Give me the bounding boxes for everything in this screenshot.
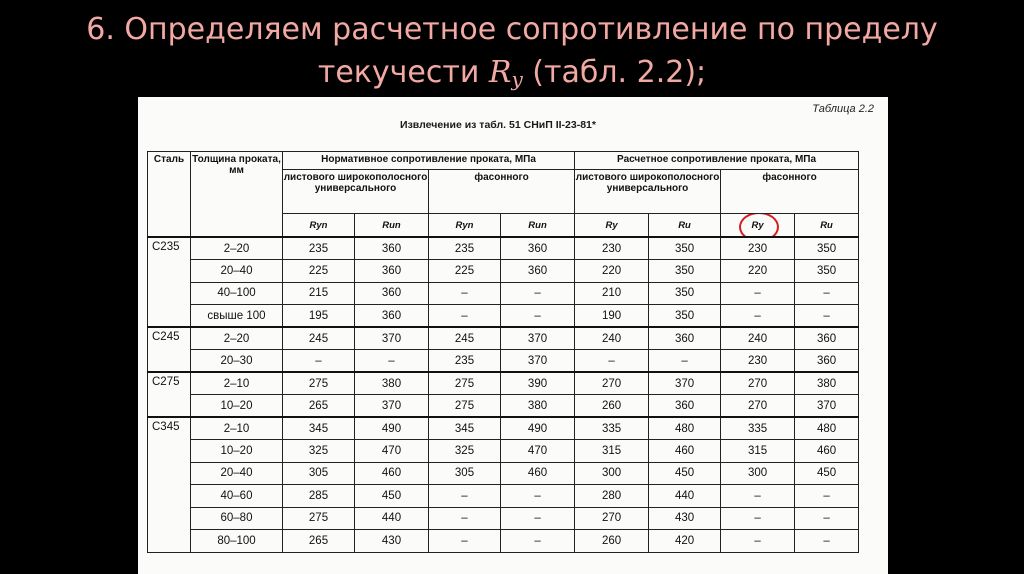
- value-cell: 230: [575, 237, 649, 260]
- value-cell: –: [795, 530, 859, 553]
- table-row: [148, 507, 859, 530]
- value-cell: –: [355, 350, 429, 373]
- steel-grade-cell: С345: [148, 417, 191, 552]
- resistance-table: [147, 151, 859, 553]
- table-row: [148, 237, 859, 260]
- header-normative-shaped: фасонного: [429, 170, 575, 214]
- value-cell: 305: [429, 462, 501, 485]
- value-cell: 300: [721, 462, 795, 485]
- table-row: [148, 305, 859, 328]
- value-cell: –: [501, 530, 575, 553]
- header-thickness: Толщина проката, мм: [191, 152, 283, 238]
- value-cell: 270: [721, 395, 795, 418]
- ry-symbol-sub: y: [511, 67, 523, 91]
- slide-title: [0, 8, 1024, 101]
- steel-grade-cell: С245: [148, 327, 191, 372]
- value-cell: 225: [283, 260, 355, 283]
- value-cell: 260: [575, 395, 649, 418]
- value-cell: 440: [355, 507, 429, 530]
- value-cell: 460: [649, 440, 721, 463]
- subheader-cell: Rуn: [283, 214, 355, 238]
- value-cell: 360: [355, 305, 429, 328]
- thickness-cell: 40–60: [191, 485, 283, 508]
- value-cell: 215: [283, 282, 355, 305]
- value-cell: 210: [575, 282, 649, 305]
- value-cell: 190: [575, 305, 649, 328]
- value-cell: –: [575, 350, 649, 373]
- table-row: [148, 260, 859, 283]
- thickness-cell: 20–30: [191, 350, 283, 373]
- value-cell: 370: [795, 395, 859, 418]
- value-cell: 335: [721, 417, 795, 440]
- value-cell: 325: [429, 440, 501, 463]
- value-cell: –: [429, 282, 501, 305]
- value-cell: 235: [429, 237, 501, 260]
- slide-title-line1: 6. Определяем расчетное сопротивление по пределу: [86, 12, 938, 47]
- value-cell: 360: [501, 237, 575, 260]
- value-cell: 420: [649, 530, 721, 553]
- thickness-cell: 40–100: [191, 282, 283, 305]
- value-cell: 275: [283, 372, 355, 395]
- subheader-cell: Run: [501, 214, 575, 238]
- value-cell: 270: [721, 372, 795, 395]
- value-cell: 470: [501, 440, 575, 463]
- value-cell: –: [501, 282, 575, 305]
- header-design-sheet: листового широкополосного универсального: [575, 170, 721, 214]
- value-cell: 265: [283, 395, 355, 418]
- table-caption: Таблица 2.2: [812, 103, 874, 115]
- table-row: [148, 417, 859, 440]
- thickness-cell: свыше 100: [191, 305, 283, 328]
- value-cell: 195: [283, 305, 355, 328]
- value-cell: 245: [283, 327, 355, 350]
- value-cell: 275: [429, 395, 501, 418]
- value-cell: 350: [649, 237, 721, 260]
- value-cell: 275: [283, 507, 355, 530]
- value-cell: 360: [795, 350, 859, 373]
- value-cell: 265: [283, 530, 355, 553]
- value-cell: 440: [649, 485, 721, 508]
- value-cell: 460: [795, 440, 859, 463]
- value-cell: 360: [795, 327, 859, 350]
- value-cell: 450: [649, 462, 721, 485]
- value-cell: 350: [795, 260, 859, 283]
- value-cell: 480: [795, 417, 859, 440]
- value-cell: 235: [429, 350, 501, 373]
- header-normative-sheet: листового широкополосного универсального: [283, 170, 429, 214]
- table-row: [148, 395, 859, 418]
- value-cell: 245: [429, 327, 501, 350]
- value-cell: 270: [575, 372, 649, 395]
- value-cell: 360: [501, 260, 575, 283]
- highlight-circle: Rу: [751, 219, 764, 231]
- value-cell: 370: [355, 395, 429, 418]
- subheader-cell: Ru: [649, 214, 721, 238]
- value-cell: –: [721, 530, 795, 553]
- value-cell: 450: [355, 485, 429, 508]
- value-cell: 490: [501, 417, 575, 440]
- thickness-cell: 10–20: [191, 395, 283, 418]
- value-cell: 350: [649, 305, 721, 328]
- value-cell: 345: [429, 417, 501, 440]
- value-cell: 335: [575, 417, 649, 440]
- value-cell: –: [795, 305, 859, 328]
- table-heading: Извлечение из табл. 51 СНиП II-23-81*: [400, 119, 596, 131]
- value-cell: 360: [355, 237, 429, 260]
- value-cell: 325: [283, 440, 355, 463]
- value-cell: –: [795, 485, 859, 508]
- value-cell: 460: [501, 462, 575, 485]
- value-cell: –: [795, 282, 859, 305]
- table-row: [148, 350, 859, 373]
- value-cell: 360: [649, 395, 721, 418]
- value-cell: 270: [575, 507, 649, 530]
- value-cell: 240: [575, 327, 649, 350]
- header-normative: Нормативное сопротивление проката, МПа: [283, 152, 575, 170]
- value-cell: 285: [283, 485, 355, 508]
- table-sheet: [138, 97, 888, 574]
- value-cell: 370: [501, 350, 575, 373]
- thickness-cell: 2–20: [191, 327, 283, 350]
- value-cell: 430: [649, 507, 721, 530]
- value-cell: 450: [795, 462, 859, 485]
- subheader-cell: Rуn: [429, 214, 501, 238]
- value-cell: 350: [795, 237, 859, 260]
- header-steel: Сталь: [148, 152, 191, 238]
- table-row: [148, 372, 859, 395]
- value-cell: –: [721, 305, 795, 328]
- value-cell: 220: [575, 260, 649, 283]
- value-cell: 230: [721, 350, 795, 373]
- ry-symbol-main: R: [488, 55, 512, 90]
- subheader-cell-highlighted: [721, 214, 795, 238]
- value-cell: –: [501, 485, 575, 508]
- table-body: [148, 237, 859, 552]
- table-row: [148, 440, 859, 463]
- subheader-cell: Ru: [795, 214, 859, 238]
- value-cell: 260: [575, 530, 649, 553]
- value-cell: –: [501, 305, 575, 328]
- value-cell: 470: [355, 440, 429, 463]
- value-cell: 275: [429, 372, 501, 395]
- value-cell: –: [283, 350, 355, 373]
- value-cell: 315: [721, 440, 795, 463]
- title-suffix: (табл. 2.2);: [522, 55, 707, 90]
- value-cell: –: [501, 507, 575, 530]
- header-design: Расчетное сопротивление проката, МПа: [575, 152, 859, 170]
- value-cell: 380: [501, 395, 575, 418]
- value-cell: 390: [501, 372, 575, 395]
- value-cell: 370: [501, 327, 575, 350]
- value-cell: 240: [721, 327, 795, 350]
- thickness-cell: 10–20: [191, 440, 283, 463]
- value-cell: –: [721, 282, 795, 305]
- thickness-cell: 20–40: [191, 260, 283, 283]
- value-cell: –: [721, 507, 795, 530]
- value-cell: –: [429, 507, 501, 530]
- value-cell: 235: [283, 237, 355, 260]
- steel-grade-cell: С275: [148, 372, 191, 417]
- thickness-cell: 20–40: [191, 462, 283, 485]
- value-cell: 305: [283, 462, 355, 485]
- value-cell: 230: [721, 237, 795, 260]
- steel-grade-cell: С235: [148, 237, 191, 327]
- value-cell: –: [429, 305, 501, 328]
- value-cell: –: [721, 485, 795, 508]
- value-cell: 430: [355, 530, 429, 553]
- thickness-cell: 2–10: [191, 372, 283, 395]
- value-cell: 315: [575, 440, 649, 463]
- value-cell: 370: [649, 372, 721, 395]
- value-cell: 220: [721, 260, 795, 283]
- value-cell: 280: [575, 485, 649, 508]
- value-cell: –: [795, 507, 859, 530]
- thickness-cell: 60–80: [191, 507, 283, 530]
- table-row: [148, 327, 859, 350]
- value-cell: 360: [649, 327, 721, 350]
- value-cell: 370: [355, 327, 429, 350]
- value-cell: 480: [649, 417, 721, 440]
- subheader-cell: Run: [355, 214, 429, 238]
- value-cell: 460: [355, 462, 429, 485]
- thickness-cell: 2–20: [191, 237, 283, 260]
- value-cell: 345: [283, 417, 355, 440]
- value-cell: –: [429, 485, 501, 508]
- value-cell: –: [429, 530, 501, 553]
- value-cell: 350: [649, 260, 721, 283]
- value-cell: 300: [575, 462, 649, 485]
- value-cell: 350: [649, 282, 721, 305]
- ry-symbol: [489, 55, 523, 90]
- table-row: [148, 282, 859, 305]
- value-cell: 360: [355, 282, 429, 305]
- header-design-shaped: фасонного: [721, 170, 859, 214]
- table-row: [148, 462, 859, 485]
- value-cell: –: [649, 350, 721, 373]
- value-cell: 225: [429, 260, 501, 283]
- table-row: [148, 485, 859, 508]
- slide-title-line2: [0, 51, 1024, 101]
- thickness-cell: 2–10: [191, 417, 283, 440]
- thickness-cell: 80–100: [191, 530, 283, 553]
- value-cell: 380: [355, 372, 429, 395]
- table-row: [148, 530, 859, 553]
- title-prefix: текучести: [317, 55, 489, 90]
- value-cell: 360: [355, 260, 429, 283]
- value-cell: 490: [355, 417, 429, 440]
- value-cell: 380: [795, 372, 859, 395]
- subheader-cell: Rу: [575, 214, 649, 238]
